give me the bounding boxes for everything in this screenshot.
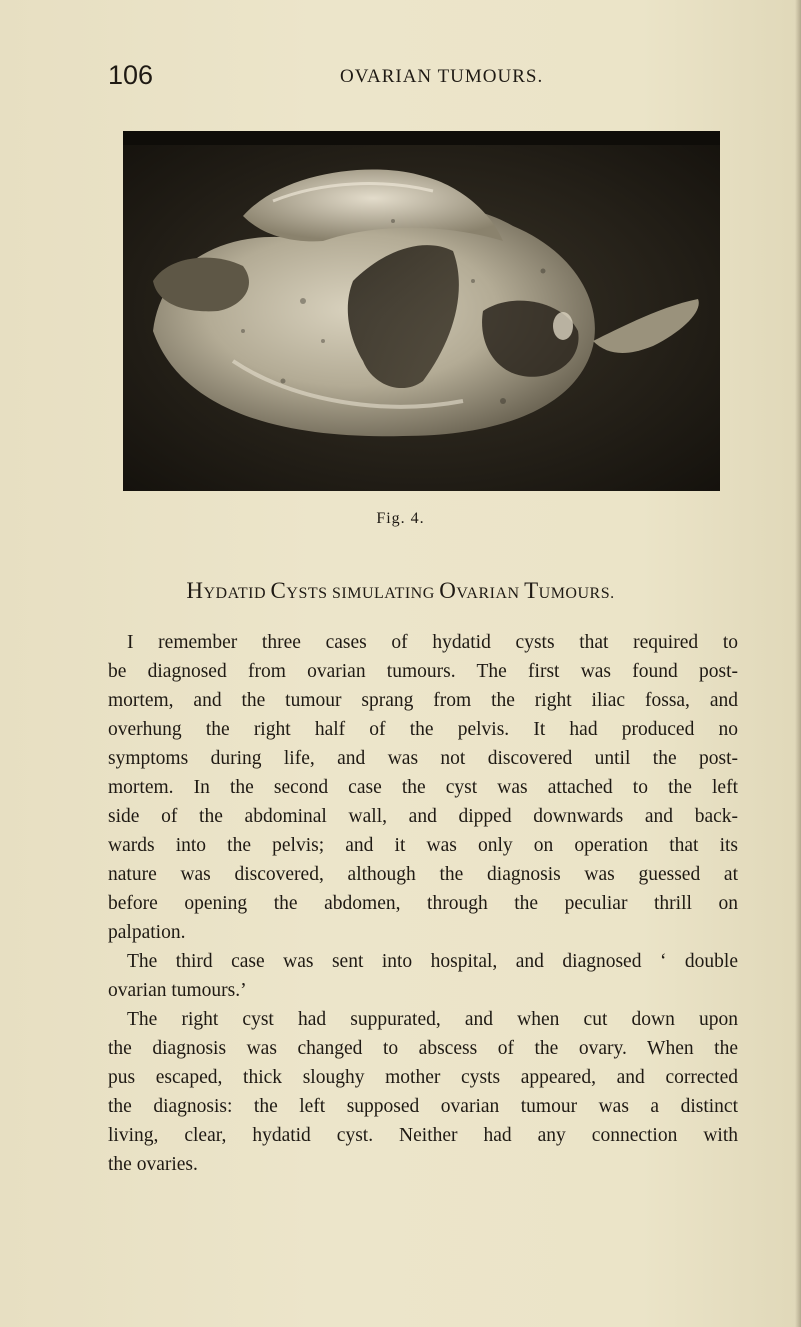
hydatid-cyst-photo — [123, 131, 720, 491]
text-line: be diagnosed from ovarian tumours. The first was found post- — [108, 661, 738, 682]
text-line: I remember three cases of hydatid cysts that required to — [127, 632, 738, 653]
text-line: mortem, and the tumour sprang from the right iliac fossa, and — [108, 690, 738, 711]
section-title-part: O — [439, 578, 457, 603]
section-title-part: YSTS SIMULATING — [286, 585, 440, 602]
figure-photograph — [123, 131, 720, 491]
text-line: before opening the abdomen, through the peculiar thrill on — [108, 893, 738, 914]
text-line: wards into the pelvis; and it was only on operation that its — [108, 835, 738, 856]
page-edge-shadow — [795, 0, 801, 1327]
section-title-part: VARIAN — [456, 585, 525, 602]
text-line: nature was discovered, although the diagnosis was guessed at — [108, 864, 738, 885]
text-line: the ovaries. — [108, 1154, 198, 1175]
text-line: The third case was sent into hospital, and diagnosed ‘ double — [127, 951, 738, 972]
text-line: the diagnosis was changed to abscess of the ovary. When the — [108, 1038, 738, 1059]
section-title-part: H — [186, 578, 204, 603]
text-line: side of the abdominal wall, and dipped downwards and back- — [108, 806, 738, 827]
page-header — [108, 60, 688, 100]
page-number: 106 — [108, 60, 154, 90]
text-line: ovarian tumours.’ — [108, 980, 247, 1001]
section-title-part: YDATID — [203, 585, 271, 602]
text-line: symptoms during life, and was not discovered until the post- — [108, 748, 738, 769]
running-title: OVARIAN TUMOURS. — [340, 66, 544, 87]
body-text — [108, 628, 738, 1179]
figure-caption: Fig. 4. — [376, 510, 425, 527]
text-line: mortem. In the second case the cyst was attached to the left — [108, 777, 738, 798]
text-line: living, clear, hydatid cyst. Neither had any connection with — [108, 1125, 738, 1146]
section-title-part: T — [524, 578, 539, 603]
text-line: The right cyst had suppurated, and when cut down upon — [127, 1009, 738, 1030]
text-line: palpation. — [108, 922, 186, 943]
text-line: overhung the right half of the pelvis. It had produced no — [108, 719, 738, 740]
text-line: pus escaped, thick sloughy mother cysts appeared, and corrected — [108, 1067, 738, 1088]
section-title-part: C — [270, 578, 287, 603]
section-title — [0, 578, 801, 604]
text-line: the diagnosis: the left supposed ovarian tumour was a distinct — [108, 1096, 738, 1117]
section-title-part: UMOURS. — [538, 585, 615, 602]
